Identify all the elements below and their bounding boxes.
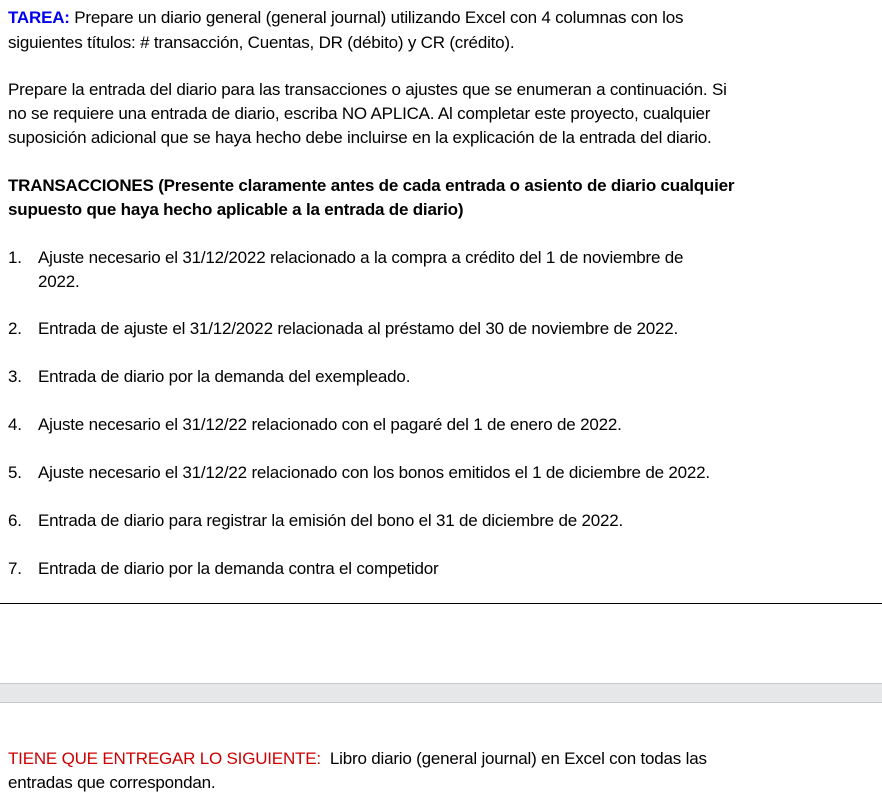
item-number: 7. [8, 559, 22, 578]
list-item-text: Ajuste necesario el 31/12/22 relacionado con los bonos emitidos el 1 de diciembre de 2022. [38, 463, 710, 482]
transactions-heading-line-2: supuesto que haya hecho aplicable a la entrada de diario) [8, 200, 464, 219]
list-item-text: Ajuste necesario el 31/12/2022 relacionado a la compra a crédito del 1 de noviembre de [38, 248, 684, 267]
item-number: 6. [8, 511, 22, 530]
separator-line [0, 603, 882, 604]
list-item-text: 2022. [38, 272, 80, 291]
instructions-line-3: suposición adicional que se haya hecho debe incluirse en la explicación de la entrada del diario. [8, 128, 712, 147]
list-item-text: Ajuste necesario el 31/12/22 relacionado con el pagaré del 1 de enero de 2022. [38, 415, 622, 434]
item-number: 4. [8, 415, 22, 434]
list-item-text: Entrada de diario por la demanda contra el competidor [38, 559, 439, 578]
item-number: 1. [8, 248, 22, 267]
transactions-heading-line-1: TRANSACCIONES (Presente claramente antes de cada entrada o asiento de diario cualquier [8, 176, 735, 195]
task-line-2: siguientes títulos: # transacción, Cuentas, DR (débito) y CR (crédito). [8, 33, 515, 52]
list-item-text: Entrada de diario por la demanda del exempleado. [38, 367, 411, 386]
task-text: Prepare un diario general (general journal) utilizando Excel con 4 columnas con los [69, 8, 684, 27]
gray-divider-band [0, 683, 882, 703]
deliverable-text: Libro diario (general journal) en Excel con todas las [320, 749, 707, 768]
list-item-text: Entrada de ajuste el 31/12/2022 relacionada al préstamo del 30 de noviembre de 2022. [38, 319, 679, 338]
task-label: TAREA: [8, 8, 70, 27]
item-number: 2. [8, 319, 22, 338]
instructions-line-2: no se requiere una entrada de diario, escriba NO APLICA. Al completar este proyecto, cualquier [8, 104, 711, 123]
task-line-1 [8, 6, 683, 30]
item-number: 5. [8, 463, 22, 482]
list-item-text: Entrada de diario para registrar la emisión del bono el 31 de diciembre de 2022. [38, 511, 624, 530]
item-number: 3. [8, 367, 22, 386]
deliverable-label: TIENE QUE ENTREGAR LO SIGUIENTE: [8, 749, 321, 768]
instructions-line-1: Prepare la entrada del diario para las transacciones o ajustes que se enumeran a continuación. Si [8, 80, 727, 99]
deliverable-line-1 [8, 747, 707, 771]
deliverable-line-2: entradas que correspondan. [8, 773, 216, 792]
